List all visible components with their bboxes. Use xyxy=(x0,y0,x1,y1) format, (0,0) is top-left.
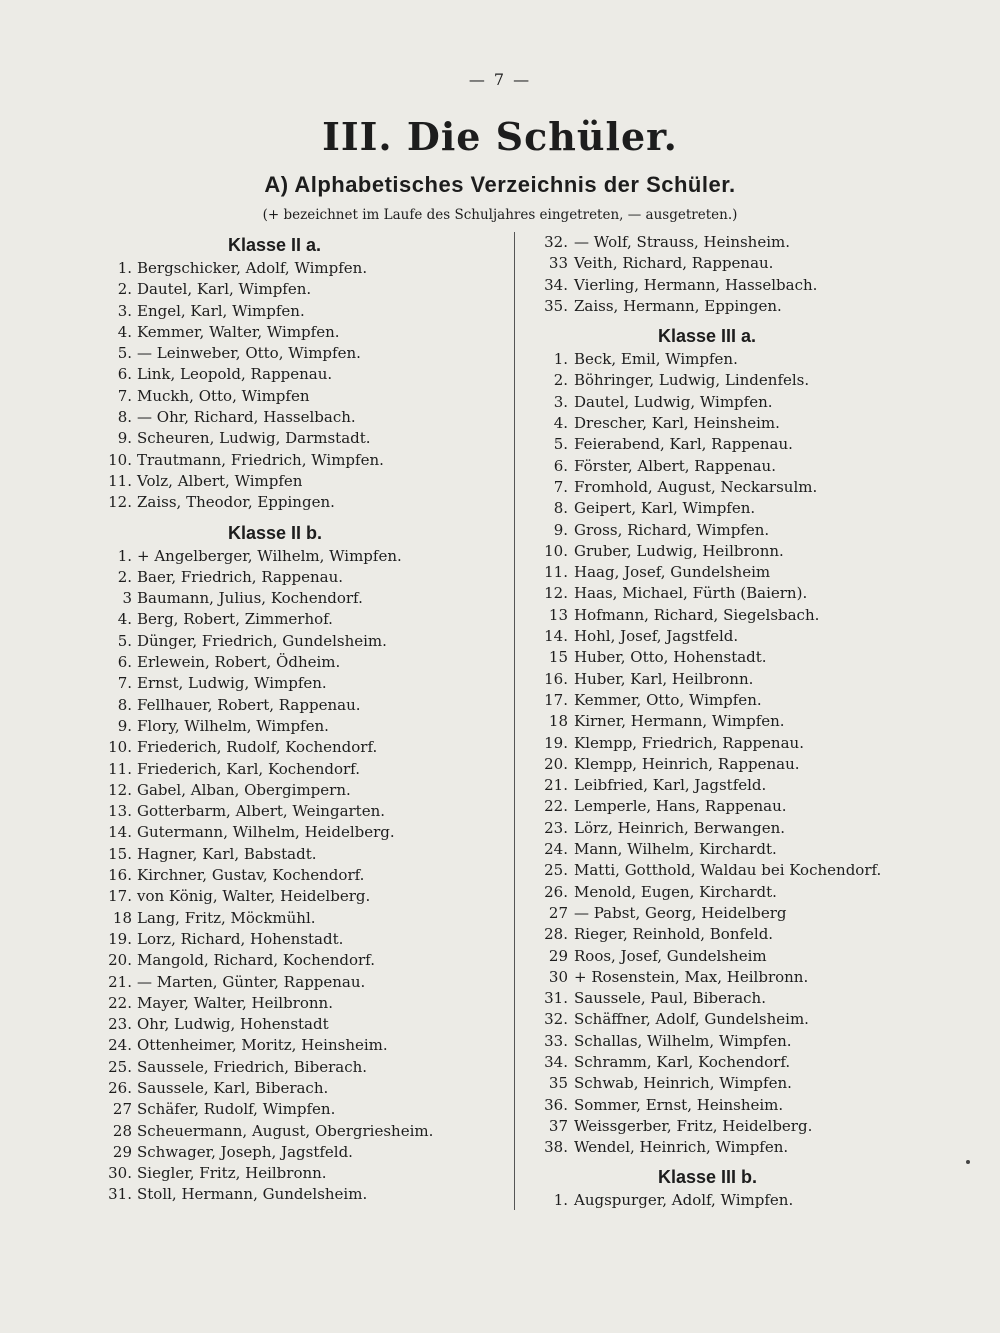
list-item xyxy=(98,1035,508,1056)
list-item xyxy=(98,908,508,929)
entry-name: Lorz, Richard, Hohenstadt. xyxy=(137,929,344,948)
list-item xyxy=(528,498,968,519)
entry-name: Saussele, Friedrich, Biberach. xyxy=(137,1057,368,1076)
entry-number: 31. xyxy=(544,989,568,1008)
entry-number: 23. xyxy=(544,818,568,837)
entry-name: Mangold, Richard, Kochendorf. xyxy=(137,951,375,970)
list-item xyxy=(528,349,968,370)
list-item xyxy=(528,434,968,455)
entry-number: 9. xyxy=(117,429,132,448)
entry-number: 9. xyxy=(117,716,132,735)
entry-number: 32. xyxy=(544,233,568,251)
entry-number: 34. xyxy=(544,275,568,294)
list-item xyxy=(528,1052,968,1073)
list-item xyxy=(98,364,508,385)
entry-name: Stoll, Hermann, Gundelsheim. xyxy=(137,1185,368,1204)
entry-number: 1. xyxy=(117,546,132,565)
entry-name: Drescher, Karl, Heinsheim. xyxy=(574,414,780,433)
entry-number: 18 xyxy=(112,908,132,927)
list-item xyxy=(98,737,508,758)
entry-number: 17. xyxy=(544,690,568,709)
right-column xyxy=(528,232,968,1212)
entry-number: 34. xyxy=(544,1052,568,1071)
entry-name: — Wolf, Strauss, Heinsheim. xyxy=(574,233,790,251)
entry-name: Erlewein, Robert, Ödheim. xyxy=(137,653,341,672)
entry-name: von König, Walter, Heidelberg. xyxy=(137,887,371,906)
entry-name: Link, Leopold, Rappenau. xyxy=(137,365,333,384)
entry-number: 6. xyxy=(553,456,568,475)
entry-name: Ernst, Ludwig, Wimpfen. xyxy=(137,674,327,693)
list-item xyxy=(98,428,508,449)
list-item xyxy=(528,754,968,775)
list-item xyxy=(98,407,508,428)
entry-number: 11. xyxy=(108,759,132,778)
entry-number: 20. xyxy=(108,951,132,970)
entry-name: Muckh, Otto, Wimpfen xyxy=(137,386,310,405)
entry-number: 27 xyxy=(548,903,568,922)
list-item xyxy=(528,1073,968,1094)
entry-name: Zaiss, Hermann, Eppingen. xyxy=(574,296,782,315)
list-item xyxy=(98,972,508,993)
entry-name: Beck, Emil, Wimpfen. xyxy=(574,350,738,369)
entry-name: Kemmer, Walter, Wimpfen. xyxy=(137,322,340,341)
entry-name: Gotterbarm, Albert, Weingarten. xyxy=(137,802,386,821)
list-item xyxy=(98,716,508,737)
entry-number: 5. xyxy=(117,344,132,363)
list-item xyxy=(528,605,968,626)
entry-name: Gross, Richard, Wimpfen. xyxy=(574,520,770,539)
class-heading: Klasse III b. xyxy=(658,1167,758,1188)
list-item xyxy=(528,818,968,839)
entry-number: 29 xyxy=(548,946,568,965)
list-item xyxy=(98,492,508,513)
list-item xyxy=(528,456,968,477)
entry-number: 7. xyxy=(553,477,568,496)
list-item xyxy=(98,386,508,407)
entry-name: Bergschicker, Adolf, Wimpfen. xyxy=(137,259,368,277)
list-item xyxy=(528,1116,968,1137)
list-item xyxy=(98,301,508,322)
entry-name: Roos, Josef, Gundelsheim xyxy=(574,946,767,965)
list-item xyxy=(528,1009,968,1030)
entry-number: 29 xyxy=(112,1142,132,1161)
entry-number: 4. xyxy=(117,322,132,341)
list-item xyxy=(98,993,508,1014)
entry-name: Haag, Josef, Gundelsheim xyxy=(574,563,771,582)
list-item xyxy=(98,279,508,300)
entry-name: Gutermann, Wilhelm, Heidelberg. xyxy=(137,823,395,842)
list-item xyxy=(98,759,508,780)
entry-number: 33 xyxy=(548,254,568,273)
entry-name: Siegler, Fritz, Heilbronn. xyxy=(137,1164,327,1183)
entry-name: Hagner, Karl, Babstadt. xyxy=(137,844,317,863)
entry-name: Mann, Wilhelm, Kirchardt. xyxy=(574,840,777,859)
legend-note: (+ bezeichnet im Laufe des Schuljahres eingetreten, — ausgetreten.) xyxy=(262,207,738,223)
entry-number: 28. xyxy=(544,925,568,944)
entry-name: Lang, Fritz, Möckmühl. xyxy=(137,908,316,927)
list-item xyxy=(528,903,968,924)
entry-number: 7. xyxy=(117,386,132,405)
entry-name: Rieger, Reinhold, Bonfeld. xyxy=(574,925,774,944)
entry-name: Sommer, Ernst, Heinsheim. xyxy=(574,1095,784,1114)
list-item xyxy=(98,886,508,907)
entry-number: 2. xyxy=(553,371,568,390)
list-item xyxy=(98,343,508,364)
entry-name: Lörz, Heinrich, Berwangen. xyxy=(574,818,786,837)
entry-number: 25. xyxy=(544,861,568,880)
entry-number: 8. xyxy=(117,695,132,714)
entry-name: Menold, Eugen, Kirchardt. xyxy=(574,882,777,901)
list-item xyxy=(528,967,968,988)
entry-number: 30. xyxy=(108,1164,132,1183)
entry-number: 26. xyxy=(108,1078,132,1097)
entry-number: 27 xyxy=(112,1100,132,1119)
entry-name: Baumann, Julius, Kochendorf. xyxy=(137,589,363,608)
entry-name: Hofmann, Richard, Siegelsbach. xyxy=(574,605,820,624)
entry-name: — Marten, Günter, Rappenau. xyxy=(137,972,366,991)
list-item xyxy=(528,775,968,796)
list-item xyxy=(528,796,968,817)
entry-number: 21. xyxy=(544,776,568,795)
entry-name: Lemperle, Hans, Rappenau. xyxy=(574,797,787,816)
entry-number: 18 xyxy=(548,712,568,731)
entry-name: Friederich, Karl, Kochendorf. xyxy=(137,759,360,778)
entry-number: 25. xyxy=(108,1057,132,1076)
entry-number: 2. xyxy=(117,567,132,586)
entry-number: 9. xyxy=(553,520,568,539)
list-item xyxy=(528,1137,968,1158)
list-item xyxy=(98,1099,508,1120)
class-heading: Klasse II b. xyxy=(228,522,323,543)
list-item xyxy=(528,232,968,253)
entry-number: 5. xyxy=(117,631,132,650)
entry-number: 3. xyxy=(553,392,568,411)
list-item xyxy=(98,258,508,279)
entry-number: 14. xyxy=(108,823,132,842)
entry-name: + Rosenstein, Max, Heilbronn. xyxy=(574,967,809,986)
entry-number: 6. xyxy=(117,653,132,672)
entry-number: 15 xyxy=(548,648,568,667)
list-item xyxy=(98,865,508,886)
entry-name: Schwager, Joseph, Jagstfeld. xyxy=(137,1142,353,1161)
entry-name: Friederich, Rudolf, Kochendorf. xyxy=(137,738,378,757)
list-item xyxy=(98,471,508,492)
list-item xyxy=(528,860,968,881)
entry-number: 2. xyxy=(117,280,132,299)
entry-number: 6. xyxy=(117,365,132,384)
entry-name: Huber, Karl, Heilbronn. xyxy=(574,669,754,688)
list-item xyxy=(528,296,968,317)
entry-name: Fromhold, August, Neckarsulm. xyxy=(574,477,818,496)
ink-spot xyxy=(966,1160,970,1164)
class-heading: Klasse II a. xyxy=(228,235,322,255)
entry-name: Klempp, Heinrich, Rappenau. xyxy=(574,754,800,773)
entry-number: 10. xyxy=(108,450,132,469)
list-item xyxy=(528,924,968,945)
entry-name: Gruber, Ludwig, Heilbronn. xyxy=(574,541,784,560)
column-divider xyxy=(514,232,515,1210)
entry-number: 11. xyxy=(108,471,132,490)
entry-name: Augspurger, Adolf, Wimpfen. xyxy=(574,1191,794,1210)
list-item xyxy=(98,1078,508,1099)
entry-name: Zaiss, Theodor, Eppingen. xyxy=(137,493,335,512)
list-item xyxy=(528,988,968,1009)
entry-name: — Pabst, Georg, Heidelberg xyxy=(574,903,787,922)
entry-name: Volz, Albert, Wimpfen xyxy=(137,471,303,490)
list-item xyxy=(98,1163,508,1184)
entry-name: Berg, Robert, Zimmerhof. xyxy=(137,610,333,629)
entry-number: 35. xyxy=(544,296,568,315)
page-title: III. Die Schüler. xyxy=(322,114,678,159)
entry-name: + Angelberger, Wilhelm, Wimpfen. xyxy=(137,546,402,565)
list-item xyxy=(98,322,508,343)
entry-number: 13 xyxy=(548,605,568,624)
entry-name: Schwab, Heinrich, Wimpfen. xyxy=(574,1074,792,1093)
entry-name: Engel, Karl, Wimpfen. xyxy=(137,301,305,320)
list-item xyxy=(528,477,968,498)
entry-name: Ohr, Ludwig, Hohenstadt xyxy=(137,1015,329,1034)
list-item xyxy=(98,844,508,865)
entry-name: Saussele, Paul, Biberach. xyxy=(574,989,766,1008)
list-item xyxy=(528,370,968,391)
entry-number: 35 xyxy=(548,1074,568,1093)
entry-number: 16. xyxy=(108,866,132,885)
entry-name: Ottenheimer, Moritz, Heinsheim. xyxy=(137,1036,388,1055)
entry-name: Leibfried, Karl, Jagstfeld. xyxy=(574,776,767,795)
entry-name: Trautmann, Friedrich, Wimpfen. xyxy=(137,450,384,469)
entry-number: 26. xyxy=(544,882,568,901)
entry-number: 1. xyxy=(553,1191,568,1210)
entry-number: 38. xyxy=(544,1138,568,1157)
entry-number: 36. xyxy=(544,1095,568,1114)
entry-name: Gabel, Alban, Obergimpern. xyxy=(137,780,351,799)
entry-number: 23. xyxy=(108,1015,132,1034)
entry-name: Böhringer, Ludwig, Lindenfels. xyxy=(574,371,810,390)
entry-name: Dünger, Friedrich, Gundelsheim. xyxy=(137,631,387,650)
entry-name: — Leinweber, Otto, Wimpfen. xyxy=(137,344,361,363)
list-item xyxy=(98,950,508,971)
list-item xyxy=(98,1121,508,1142)
entry-name: Baer, Friedrich, Rappenau. xyxy=(137,567,344,586)
entry-number: 28 xyxy=(112,1121,132,1140)
list-item xyxy=(528,562,968,583)
entry-name: Klempp, Friedrich, Rappenau. xyxy=(574,733,804,752)
list-item xyxy=(98,929,508,950)
entry-name: Fellhauer, Robert, Rappenau. xyxy=(137,695,361,714)
entry-number: 13. xyxy=(108,802,132,821)
list-item xyxy=(528,647,968,668)
entry-name: Wendel, Heinrich, Wimpfen. xyxy=(574,1138,789,1157)
list-item xyxy=(528,541,968,562)
entry-name: Schramm, Karl, Kochendorf. xyxy=(574,1052,791,1071)
entry-number: 1. xyxy=(553,350,568,369)
list-item xyxy=(528,392,968,413)
list-item xyxy=(528,669,968,690)
list-item xyxy=(98,546,508,567)
entry-number: 3 xyxy=(122,589,132,608)
entry-name: Scheuren, Ludwig, Darmstadt. xyxy=(137,429,371,448)
list-item xyxy=(528,413,968,434)
entry-number: 5. xyxy=(553,435,568,454)
entry-number: 4. xyxy=(553,414,568,433)
entry-name: Matti, Gotthold, Waldau bei Kochendorf. xyxy=(574,861,882,880)
list-item xyxy=(98,1142,508,1163)
list-item xyxy=(528,626,968,647)
list-item xyxy=(98,567,508,588)
entry-name: Schäffner, Adolf, Gundelsheim. xyxy=(574,1010,809,1029)
entry-number: 21. xyxy=(108,972,132,991)
entry-number: 19. xyxy=(108,929,132,948)
list-item xyxy=(528,1190,968,1211)
entry-number: 31. xyxy=(108,1185,132,1204)
list-item xyxy=(98,801,508,822)
entry-number: 19. xyxy=(544,733,568,752)
list-item xyxy=(98,1184,508,1205)
entry-number: 37 xyxy=(548,1116,568,1135)
entry-name: Dautel, Karl, Wimpfen. xyxy=(137,280,312,299)
entry-number: 11. xyxy=(544,563,568,582)
entry-name: Dautel, Ludwig, Wimpfen. xyxy=(574,392,773,411)
list-item xyxy=(528,1031,968,1052)
entry-name: Kirchner, Gustav, Kochendorf. xyxy=(137,866,365,885)
entry-number: 3. xyxy=(117,301,132,320)
entry-name: Feierabend, Karl, Rappenau. xyxy=(574,435,793,454)
list-item xyxy=(528,711,968,732)
entry-number: 24. xyxy=(108,1036,132,1055)
entry-number: 33. xyxy=(544,1031,568,1050)
list-item xyxy=(98,673,508,694)
page-number: — 7 — xyxy=(468,70,532,89)
entry-number: 8. xyxy=(117,408,132,427)
entry-name: Weissgerber, Fritz, Heidelberg. xyxy=(574,1116,813,1135)
entry-number: 12. xyxy=(108,780,132,799)
list-item xyxy=(98,652,508,673)
entry-number: 22. xyxy=(544,797,568,816)
entry-name: Hohl, Josef, Jagstfeld. xyxy=(574,627,739,646)
list-item xyxy=(98,588,508,609)
section-subtitle: A) Alphabetisches Verzeichnis der Schüler. xyxy=(264,172,736,197)
list-item xyxy=(528,520,968,541)
list-item xyxy=(98,631,508,652)
list-item xyxy=(528,839,968,860)
list-item xyxy=(528,1095,968,1116)
entry-number: 12. xyxy=(544,584,568,603)
list-item xyxy=(528,690,968,711)
list-item xyxy=(528,882,968,903)
entry-name: Kirner, Hermann, Wimpfen. xyxy=(574,712,785,731)
list-item xyxy=(98,780,508,801)
entry-name: Saussele, Karl, Biberach. xyxy=(137,1078,329,1097)
list-item xyxy=(528,946,968,967)
entry-number: 10. xyxy=(544,541,568,560)
entry-number: 14. xyxy=(544,627,568,646)
list-item xyxy=(98,695,508,716)
entry-name: Vierling, Hermann, Hasselbach. xyxy=(574,275,818,294)
list-item xyxy=(98,450,508,471)
entry-number: 30 xyxy=(548,967,568,986)
entry-number: 32. xyxy=(544,1010,568,1029)
entry-name: Veith, Richard, Rappenau. xyxy=(574,254,774,273)
entry-number: 10. xyxy=(108,738,132,757)
entry-number: 12. xyxy=(108,493,132,512)
entry-name: — Ohr, Richard, Hasselbach. xyxy=(137,408,356,427)
entry-number: 16. xyxy=(544,669,568,688)
entry-number: 17. xyxy=(108,887,132,906)
entry-name: Haas, Michael, Fürth (Baiern). xyxy=(574,584,808,603)
entry-number: 4. xyxy=(117,610,132,629)
entry-number: 15. xyxy=(108,844,132,863)
entry-name: Kemmer, Otto, Wimpfen. xyxy=(574,690,762,709)
entry-number: 1. xyxy=(117,259,132,277)
left-column xyxy=(98,232,508,1206)
list-item xyxy=(528,275,968,296)
list-item xyxy=(98,1014,508,1035)
list-item xyxy=(528,583,968,604)
entry-number: 22. xyxy=(108,993,132,1012)
list-item xyxy=(98,822,508,843)
entry-number: 8. xyxy=(553,499,568,518)
entry-name: Flory, Wilhelm, Wimpfen. xyxy=(137,716,329,735)
class-heading: Klasse III a. xyxy=(658,326,757,347)
entry-name: Schallas, Wilhelm, Wimpfen. xyxy=(574,1031,792,1050)
entry-name: Schäfer, Rudolf, Wimpfen. xyxy=(137,1100,336,1119)
entry-name: Huber, Otto, Hohenstadt. xyxy=(574,648,767,667)
list-item xyxy=(98,609,508,630)
entry-name: Geipert, Karl, Wimpfen. xyxy=(574,499,756,518)
entry-number: 7. xyxy=(117,674,132,693)
entry-name: Mayer, Walter, Heilbronn. xyxy=(137,993,333,1012)
entry-number: 20. xyxy=(544,754,568,773)
list-item xyxy=(528,253,968,274)
entry-name: Förster, Albert, Rappenau. xyxy=(574,456,776,475)
list-item xyxy=(98,1057,508,1078)
entry-name: Scheuermann, August, Obergriesheim. xyxy=(137,1121,434,1140)
list-item xyxy=(528,733,968,754)
entry-number: 24. xyxy=(544,840,568,859)
